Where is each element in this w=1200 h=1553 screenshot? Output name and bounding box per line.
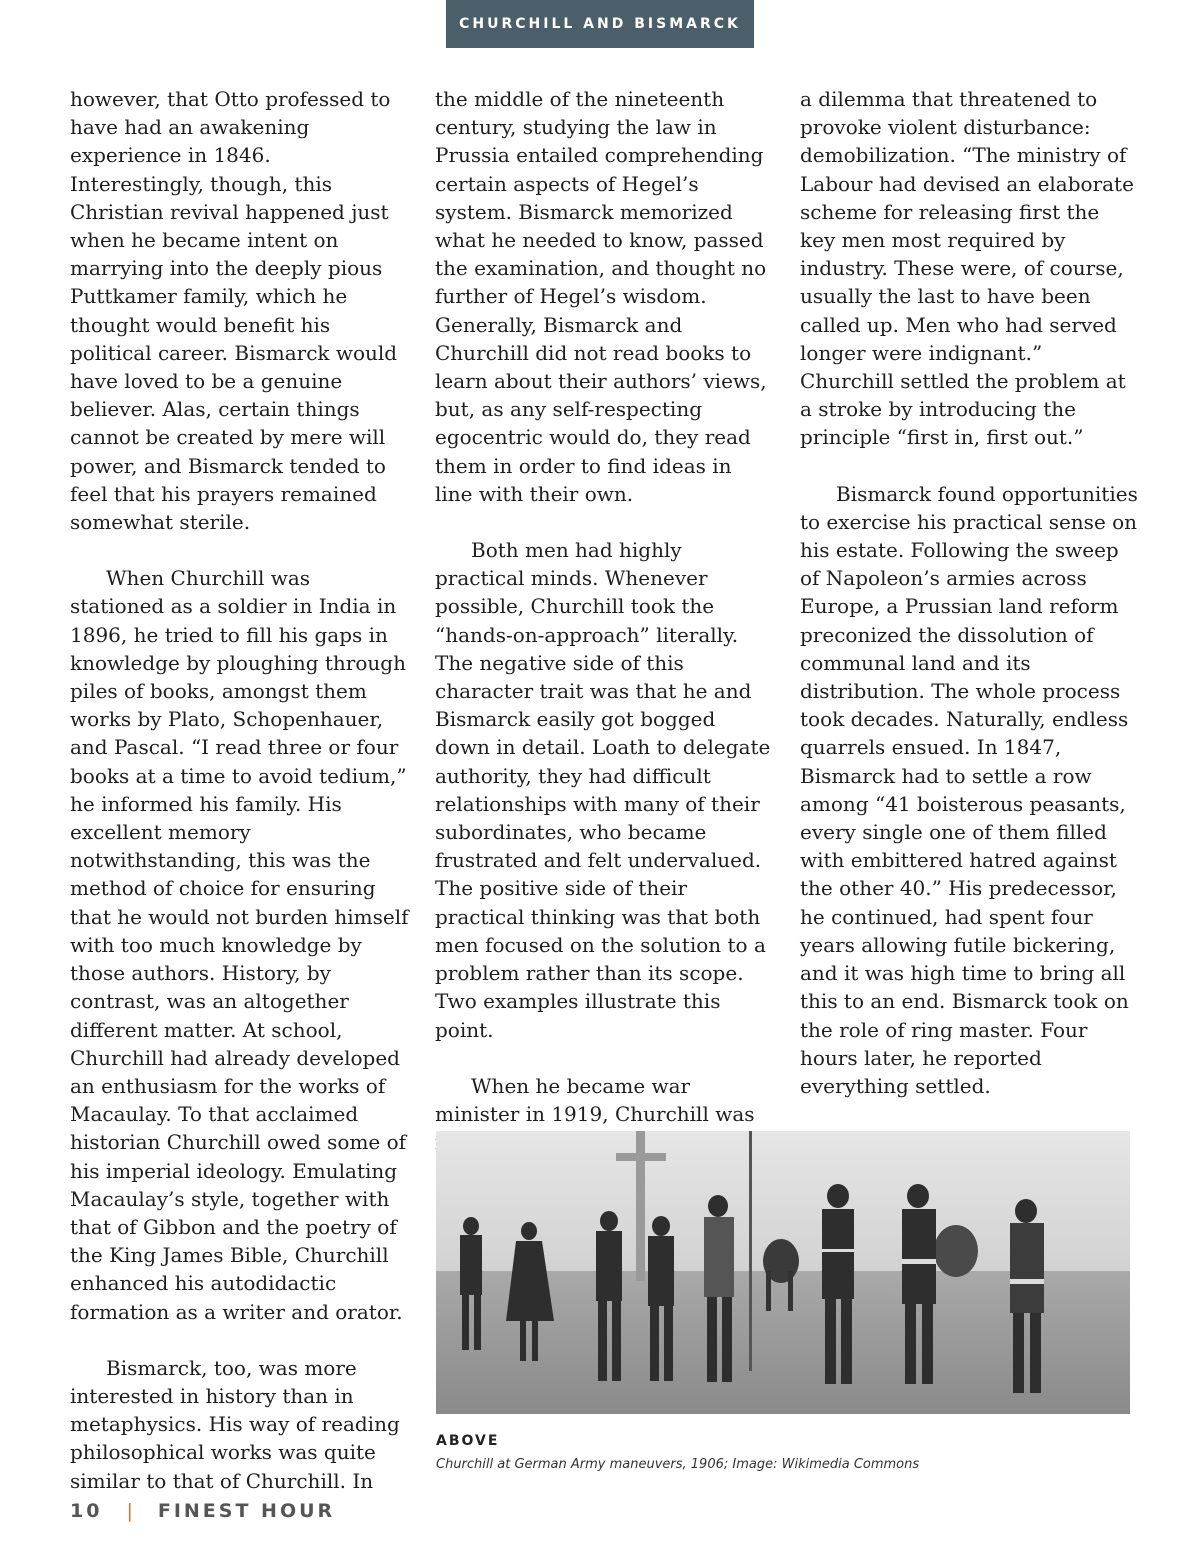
section-header-tab (446, 0, 754, 48)
page-footer (70, 1500, 335, 1522)
historical-photo (436, 1131, 1130, 1414)
paragraph: the middle of the nineteenth century, studying the law in Prussia entailed comprehending certain aspects of Hegel’s system. Bismarck memorized what he needed to know, passed the examination, and thought no further of Hegel’s wisdom. Generally, Bismarck and Churchill did not read books to learn about their authors’ views, but, as any self-respecting egocentric would do, they read them in order to find ideas in line with their own. (435, 87, 767, 506)
paragraph: however, that Otto professed to have had an awakening experience in 1846. Interestingly, though, this Christian revival happened just when he became intent on marrying into the deeply pious Puttkamer family, which he thought would benefit his political career. Bismarck would have loved to be a genuine believer. Alas, certain things cannot be created by mere will power, and Bismarck tended to feel that his prayers remained somewhat sterile. (70, 87, 398, 535)
page-number: 10 (70, 1500, 103, 1522)
figure-caption: Churchill at German Army maneuvers, 1906; Image: Wikimedia Commons (436, 1457, 920, 1472)
footer-separator: | (126, 1500, 136, 1522)
text-column-3 (800, 85, 1140, 1100)
photo-illustration (436, 1131, 1130, 1414)
paragraph: Bismarck found opportunities to exercise his practical sense on his estate. Following the sweep of Napoleon’s armies across Europe, a Prussian land reform preconized the dissolution of communal land and its distribution. The whole process took decades. Naturally, endless quarrels ensued. In 1847, Bismarck had to settle a row among “41 boisterous peasants, every single one of them filled with embittered hatred against the other 40.” His predecessor, he continued, had spent four years allowing futile bickering, and it was high time to bring all this to an end. Bismarck took on the role of ring master. Four hours later, he reported everything settled. (800, 481, 1138, 1098)
text-column-2 (435, 85, 775, 1156)
paragraph: When Churchill was stationed as a soldier in India in 1896, he tried to fill his gaps in knowledge by ploughing through piles of books, amongst them works by Plato, Schopenhauer, and Pascal. “I read three or four books at a time to avoid tedium,” he informed his family. His excellent memory notwithstanding, this was the method of choice for ensuring that he would not burden himself with too much knowledge by those authors. History, by contrast, was an altogether different matter. At school, Churchill had already developed an enthusiasm for the works of Macaulay. To that acclaimed historian Churchill owed some of his imperial ideology. Emulating Macaulay’s style, together with that of Gibbon and the poetry of the King James Bible, Churchill enhanced his autodidactic formation as a writer and orator. (70, 566, 409, 1324)
text-column-1 (70, 85, 410, 1495)
figure-label: ABOVE (436, 1433, 500, 1449)
paragraph: When he became war minister in 1919, Churchill was (435, 1073, 755, 1126)
paragraph: a dilemma that threatened to provoke violent disturbance: demobilization. “The ministry of Labour had devised an elaborate scheme for releasing first the key men most required by industry. These were, of course, usually the last to have been called up. Men who had served longer were indignant.” Churchill settled the problem at a stroke by introducing the principle “first in, first out.” (800, 87, 1134, 450)
publication-name: FINEST HOUR (157, 1500, 336, 1522)
paragraph: Both men had highly practical minds. Whenever possible, Churchill took the “hands-on-approach” literally. The negative side of this character trait was that he and Bismarck easily got bogged down in detail. Loath to delegate authority, they had difficult relationships with many of their subordinates, who became frustrated and felt undervalued. The positive side of their practical thinking was that both men focused on the solution to a problem rather than its scope. Two examples illustrate this point. (435, 538, 771, 1042)
section-title: CHURCHILL AND BISMARCK (459, 16, 741, 32)
paragraph: Bismarck, too, was more interested in history than in metaphysics. His way of reading philosophical works was quite similar to that of Churchill. In (70, 1355, 400, 1493)
